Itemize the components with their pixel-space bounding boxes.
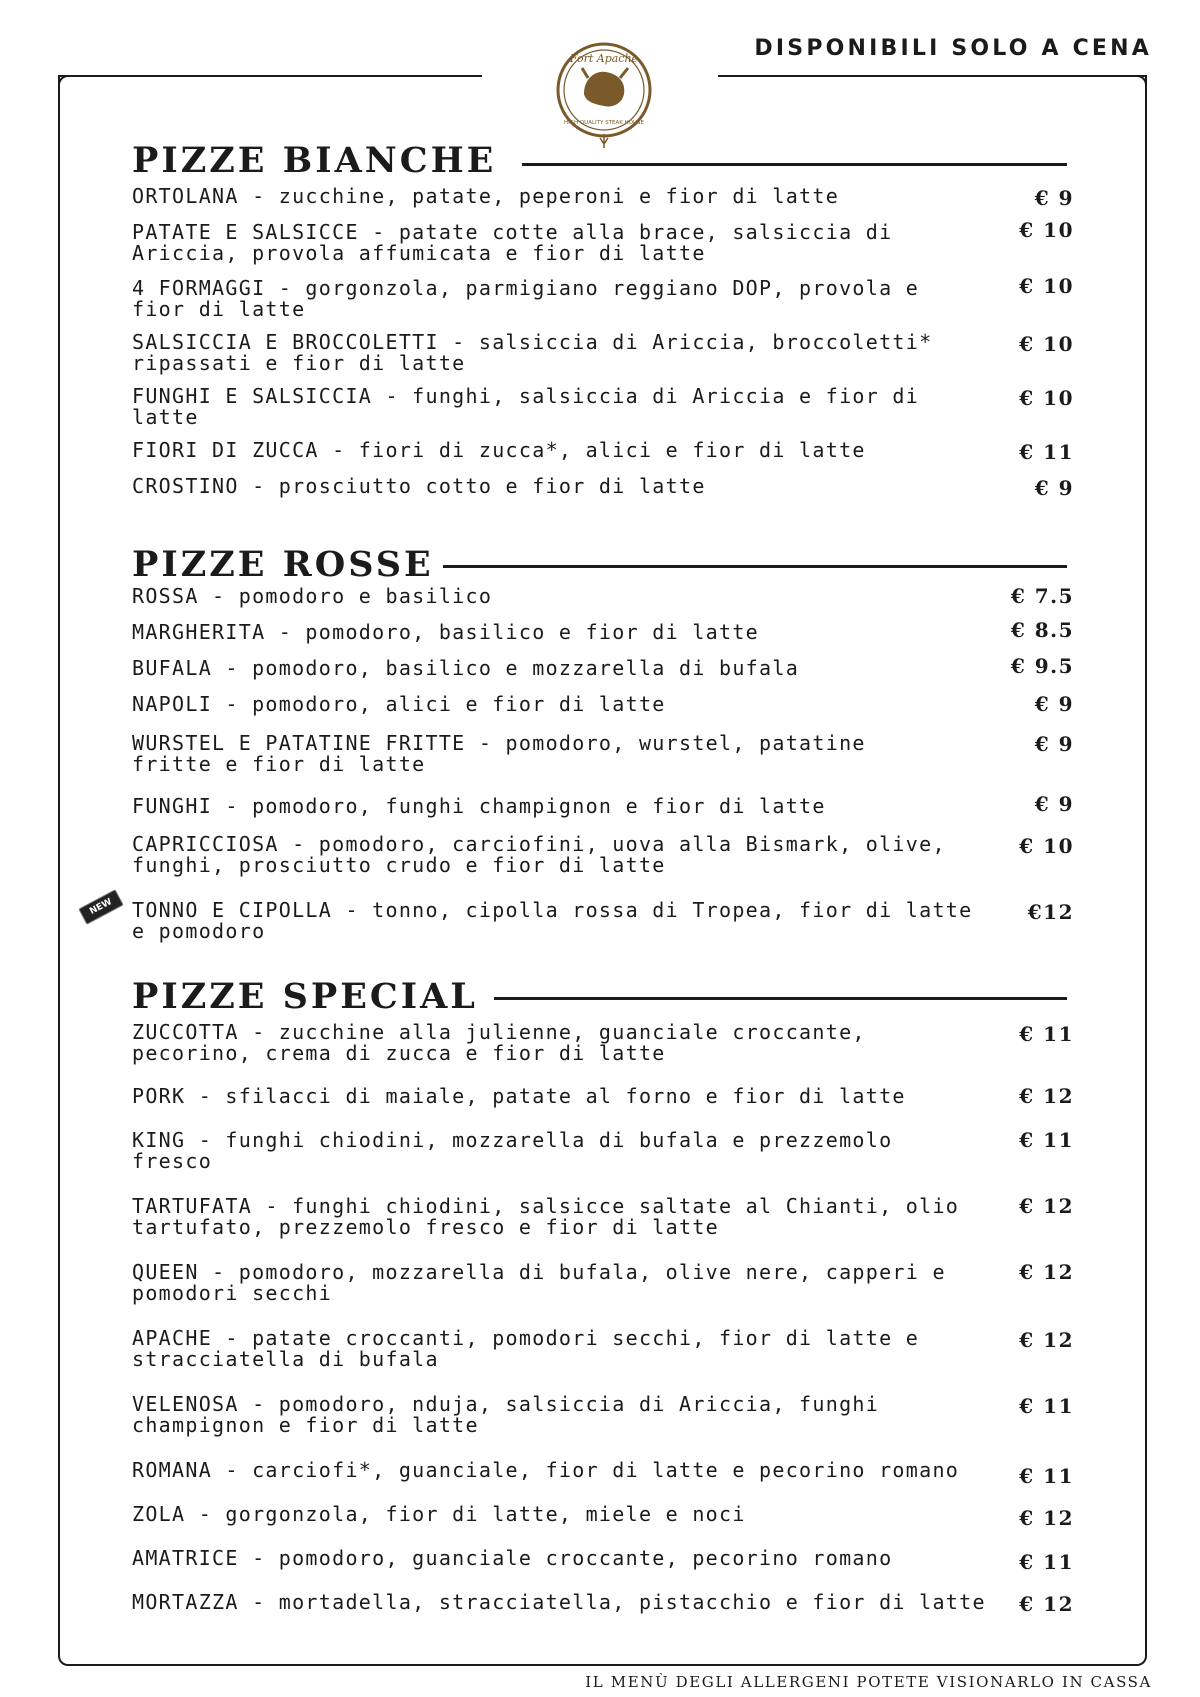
logo-subtext: HIGH QUALITY STEAK HOUSE [563, 120, 645, 126]
menu-item: FIORI DI ZUCCA - fiori di zucca*, alici e fior di latte [132, 438, 866, 462]
item-price: € 11 [1019, 1550, 1074, 1574]
item-price: € 9 [1034, 476, 1074, 500]
menu-item: TARTUFATA - funghi chiodini, salsicce saltate al Chianti, olio tartufato, prezzemolo fresco e fior di latte [132, 1194, 960, 1239]
item-price: € 9.5 [1010, 654, 1074, 678]
item-price: € 9 [1034, 186, 1074, 210]
menu-item: BUFALA - pomodoro, basilico e mozzarella di bufala [132, 656, 800, 680]
item-price: € 12 [1019, 1260, 1074, 1284]
menu-item: ROMANA - carciofi*, guanciale, fior di latte e pecorino romano [132, 1458, 960, 1482]
fort-apache-logo [548, 38, 660, 150]
section-title-special: PIZZE SPECIAL [132, 976, 478, 1017]
item-price: €12 [1027, 900, 1074, 924]
menu-item: FUNGHI E SALSICCIA - funghi, salsiccia di Ariccia e fior di latte [132, 384, 920, 429]
logo-text: Fort Apache [569, 52, 639, 65]
menu-item: CAPRICCIOSA - pomodoro, carciofini, uova alla Bismark, olive, funghi, prosciutto crudo e fior di latte [132, 832, 946, 877]
menu-item: SALSICCIA E BROCCOLETTI - salsiccia di Ariccia, broccoletti* ripassati e fior di latte [132, 330, 933, 375]
item-price: € 12 [1019, 1194, 1074, 1218]
item-price: € 11 [1019, 1128, 1074, 1152]
allergen-note: IL MENÙ DEGLI ALLERGENI POTETE VISIONARLO IN CASSA [585, 1673, 1152, 1691]
item-price: € 10 [1019, 834, 1074, 858]
menu-item: ROSSA - pomodoro e basilico [132, 584, 493, 608]
menu-item: MORTAZZA - mortadella, stracciatella, pistacchio e fior di latte [132, 1590, 986, 1614]
menu-item: NAPOLI - pomodoro, alici e fior di latte [132, 692, 666, 716]
menu-item: APACHE - patate croccanti, pomodori secchi, fior di latte e stracciatella di bufala [132, 1326, 920, 1371]
menu-item: PORK - sfilacci di maiale, patate al forno e fior di latte [132, 1084, 906, 1108]
menu-item-new: TONNO E CIPOLLA - tonno, cipolla rossa di Tropea, fior di latte e pomodoro [132, 898, 973, 943]
menu-item: MARGHERITA - pomodoro, basilico e fior di latte [132, 620, 760, 644]
item-price: € 11 [1019, 1022, 1074, 1046]
section-rule [522, 163, 1067, 166]
section-rule [494, 997, 1067, 1000]
menu-item: ZUCCOTTA - zucchine alla julienne, guanciale croccante, pecorino, crema di zucca e fior di latte [132, 1020, 866, 1065]
item-price: € 9 [1034, 732, 1074, 756]
menu-item: QUEEN - pomodoro, mozzarella di bufala, olive nere, capperi e pomodori secchi [132, 1260, 946, 1305]
section-rule [443, 565, 1067, 568]
menu-item: AMATRICE - pomodoro, guanciale croccante, pecorino romano [132, 1546, 893, 1570]
item-price: € 10 [1019, 218, 1074, 242]
item-price: € 11 [1019, 1464, 1074, 1488]
item-price: € 12 [1019, 1592, 1074, 1616]
menu-item: 4 FORMAGGI - gorgonzola, parmigiano reggiano DOP, provola e fior di latte [132, 276, 920, 321]
item-price: € 11 [1019, 1394, 1074, 1418]
new-badge: NEW [78, 889, 124, 925]
item-price: € 12 [1019, 1328, 1074, 1352]
menu-item: PATATE E SALSICCE - patate cotte alla brace, salsiccia di Ariccia, provola affumicata e fior di latte [132, 220, 893, 265]
item-price: € 7.5 [1010, 584, 1074, 608]
menu-item: ORTOLANA - zucchine, patate, peperoni e fior di latte [132, 184, 840, 208]
menu-item: VELENOSA - pomodoro, nduja, salsiccia di Ariccia, funghi champignon e fior di latte [132, 1392, 880, 1437]
menu-item: ZOLA - gorgonzola, fior di latte, miele e noci [132, 1502, 746, 1526]
item-price: € 10 [1019, 332, 1074, 356]
item-price: € 11 [1019, 440, 1074, 464]
item-price: € 9 [1034, 792, 1074, 816]
item-price: € 12 [1019, 1506, 1074, 1530]
dinner-only-note: DISPONIBILI SOLO A CENA [754, 36, 1152, 61]
item-price: € 12 [1019, 1084, 1074, 1108]
menu-item: CROSTINO - prosciutto cotto e fior di latte [132, 474, 706, 498]
item-price: € 10 [1019, 386, 1074, 410]
section-title-bianche: PIZZE BIANCHE [132, 140, 497, 181]
section-title-rosse: PIZZE ROSSE [132, 544, 434, 585]
menu-item: WURSTEL E PATATINE FRITTE - pomodoro, wurstel, patatine fritte e fior di latte [132, 731, 866, 776]
item-price: € 10 [1019, 274, 1074, 298]
item-price: € 9 [1034, 692, 1074, 716]
item-price: € 8.5 [1010, 618, 1074, 642]
menu-item: FUNGHI - pomodoro, funghi champignon e fior di latte [132, 794, 826, 818]
menu-item: KING - funghi chiodini, mozzarella di bufala e prezzemolo fresco [132, 1128, 893, 1173]
